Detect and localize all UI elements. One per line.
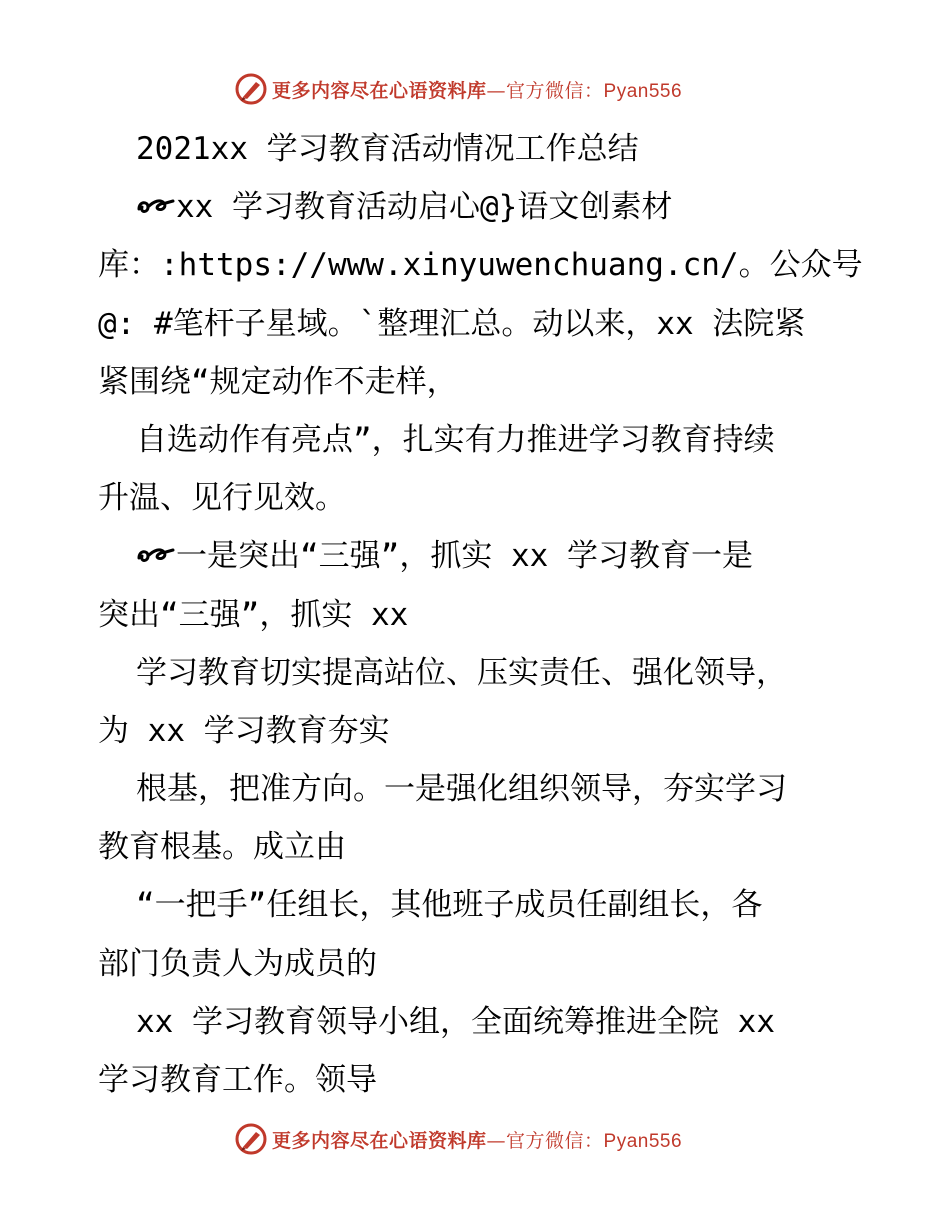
watermark-text: 更多内容尽在心语资料库—官方微信：Pyan556 (272, 79, 683, 102)
doc-line: 为 xx 学习教育夯实 (98, 712, 390, 749)
doc-line: 突出“三强”，抓实 xx (98, 596, 409, 633)
flourish-bullet-icon (136, 544, 176, 568)
footer-watermark (234, 1122, 714, 1156)
doc-line: 升温、见行见效。 (98, 480, 346, 517)
flourish-bullet-icon (136, 195, 176, 219)
doc-line: xx 学习教育领导小组，全面统筹推进全院 xx (136, 1003, 775, 1040)
doc-line: 库：:https://www.xinyuwenchuang.cn/。公众号 (98, 247, 863, 284)
doc-line: “一把手”任组长，其他班子成员任副组长，各 (136, 887, 763, 924)
doc-line: 学习教育工作。领导 (98, 1062, 377, 1098)
doc-line-text: 一是突出“三强”，抓实 xx 学习教育一是 (176, 538, 753, 575)
pen-logo-icon (234, 1122, 268, 1156)
doc-line: 教育根基。成立由 (98, 829, 346, 866)
doc-line-text: xx 学习教育活动启心@}语文创素材 (176, 189, 673, 226)
doc-line (98, 178, 858, 236)
doc-line (98, 527, 858, 585)
pen-logo-icon (234, 72, 268, 106)
watermark-text: 更多内容尽在心语资料库—官方微信：Pyan556 (272, 1129, 683, 1152)
doc-line: 自选动作有亮点”，扎实有力推进学习教育持续 (136, 421, 775, 458)
doc-line: 学习教育切实提高站位、压实责任、强化领导， (136, 654, 787, 691)
doc-line: @: #笔杆子星域。`整理汇总。动以来，xx 法院紧 (98, 305, 806, 342)
document-body (98, 120, 863, 1109)
doc-line: 根基，把准方向。一是强化组织领导，夯实学习 (136, 771, 787, 808)
doc-line: 紧围绕“规定动作不走样， (98, 363, 458, 400)
doc-title: 2021xx 学习教育活动情况工作总结 (136, 131, 639, 167)
header-watermark (234, 72, 714, 106)
doc-line: 部门负责人为成员的 (98, 945, 377, 982)
